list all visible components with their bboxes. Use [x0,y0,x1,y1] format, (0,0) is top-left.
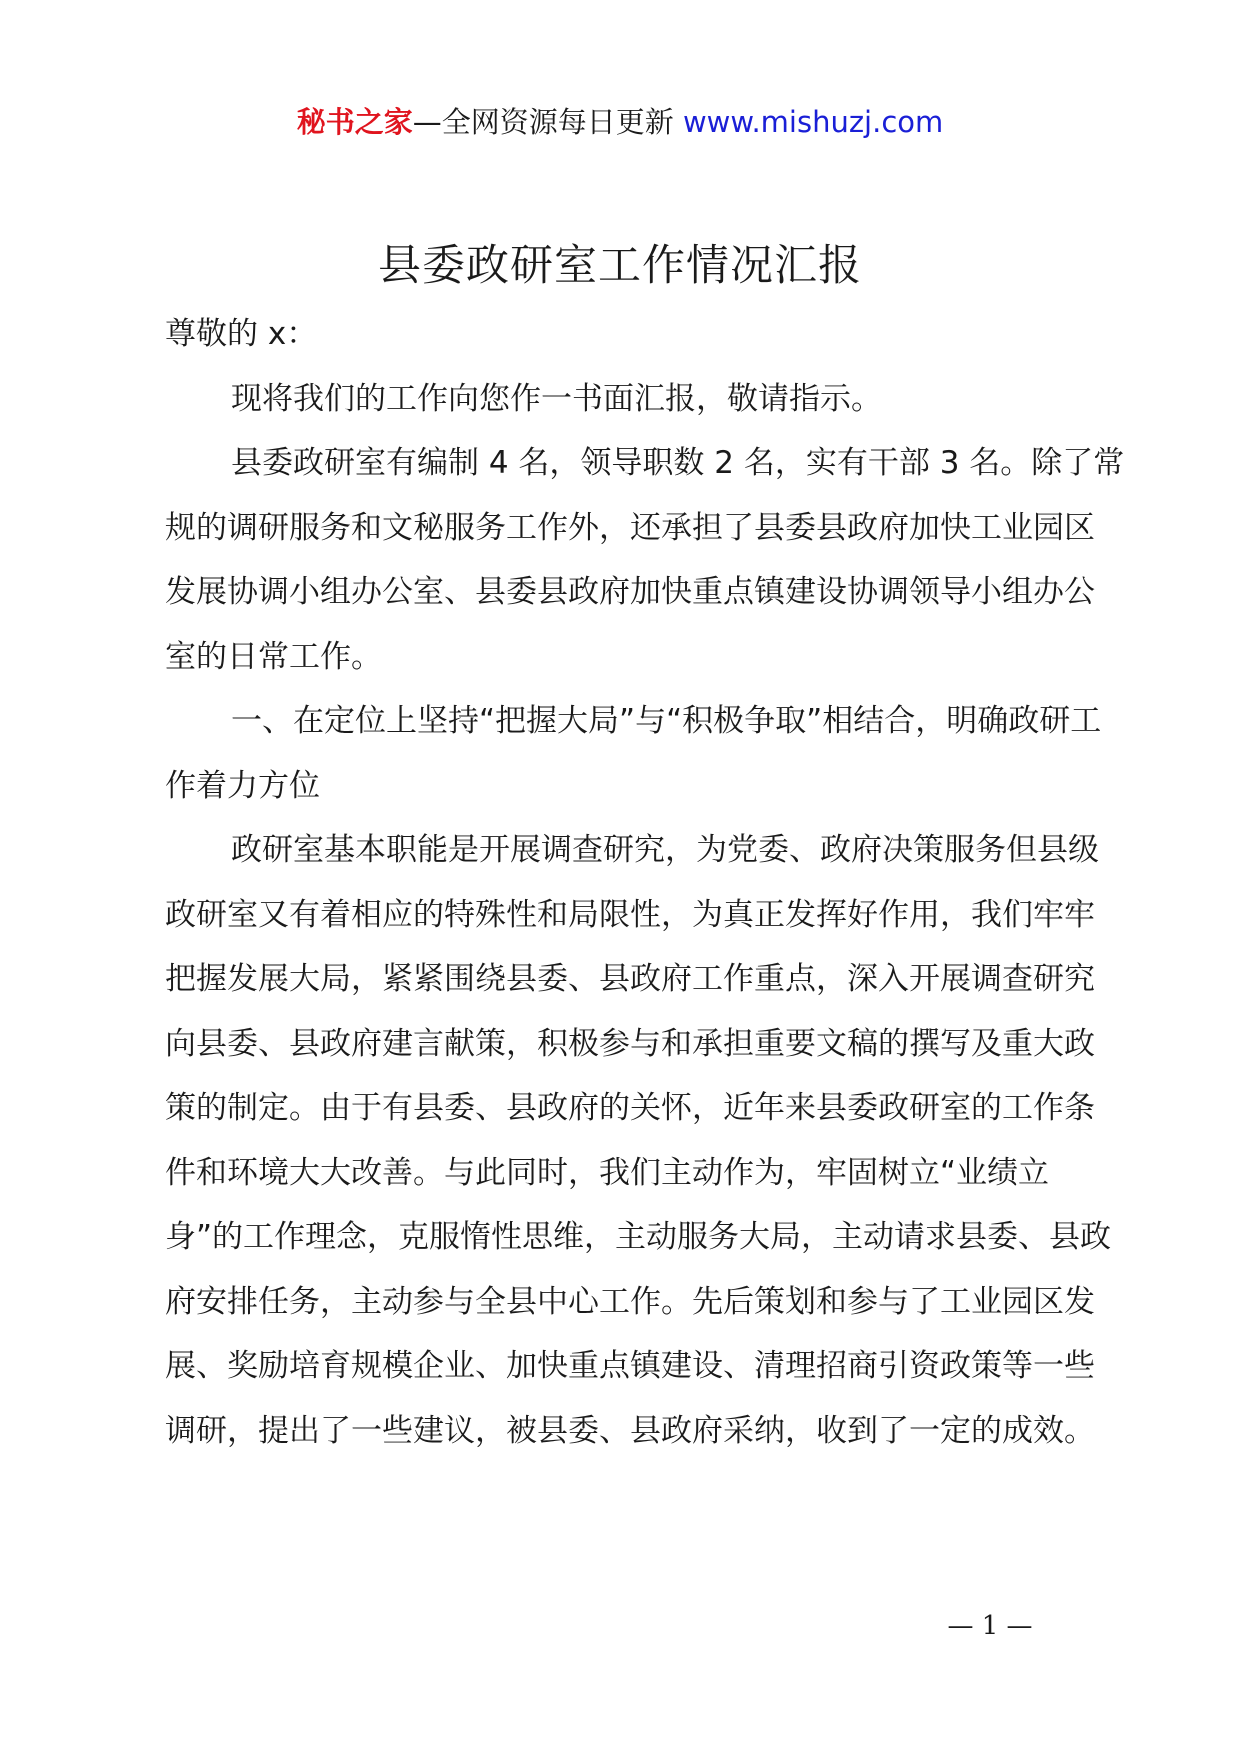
body-paragraph: 政研室基本职能是开展调查研究，为党委、政府决策服务但县级政研室又有着相应的特殊性和局限性，为真正发挥好作用，我们牢牢把握发展大局，紧紧围绕县委、县政府工作重点，深入开展调查研究向县委、县政府建言献策，积极参与和承担重要文稿的撰写及重大政策的制定。由于有县委、县政府的关怀，近年来县委政研室的工作条件和环境大大改善。与此同时，我们主动作为，牢固树立“业绩立身”的工作理念，克服惰性思维，主动服务大局，主动请求县委、县政府安排任务，主动参与全县中心工作。先后策划和参与了工业园区发展、奖励培育规模企业、加快重点镇建设、清理招商引资政策等一些调研，提出了一些建议，被县委、县政府采纳，收到了一定的成效。 [165,832,1112,1449]
body-paragraph: 现将我们的工作向您作一书面汇报，敬请指示。 [231,380,882,417]
site-header-banner [0,102,1240,142]
brand-name: 秘书之家 [296,105,413,139]
body-paragraph: 县委政研室有编制 4 名，领导职数 2 名，实有干部 3 名。除了常规的调研服务和文秘服务工作外，还承担了县委县政府加快工业园区发展协调小组办公室、县委县政府加快重点镇建设协调领导小组办公室的日常工作。 [165,445,1125,675]
page-number: — 1 — [947,1611,1033,1641]
site-url-link[interactable]: www.mishuzj.com [682,105,944,139]
document-title: 县委政研室工作情况汇报 [378,241,862,291]
salutation: 尊敬的 x： [165,316,318,352]
section-heading: 一、在定位上坚持“把握大局”与“积极争取”相结合，明确政研工作着力方位 [165,703,1102,804]
document-body [165,302,1125,1463]
header-tagline: —全网资源每日更新 [412,105,683,139]
